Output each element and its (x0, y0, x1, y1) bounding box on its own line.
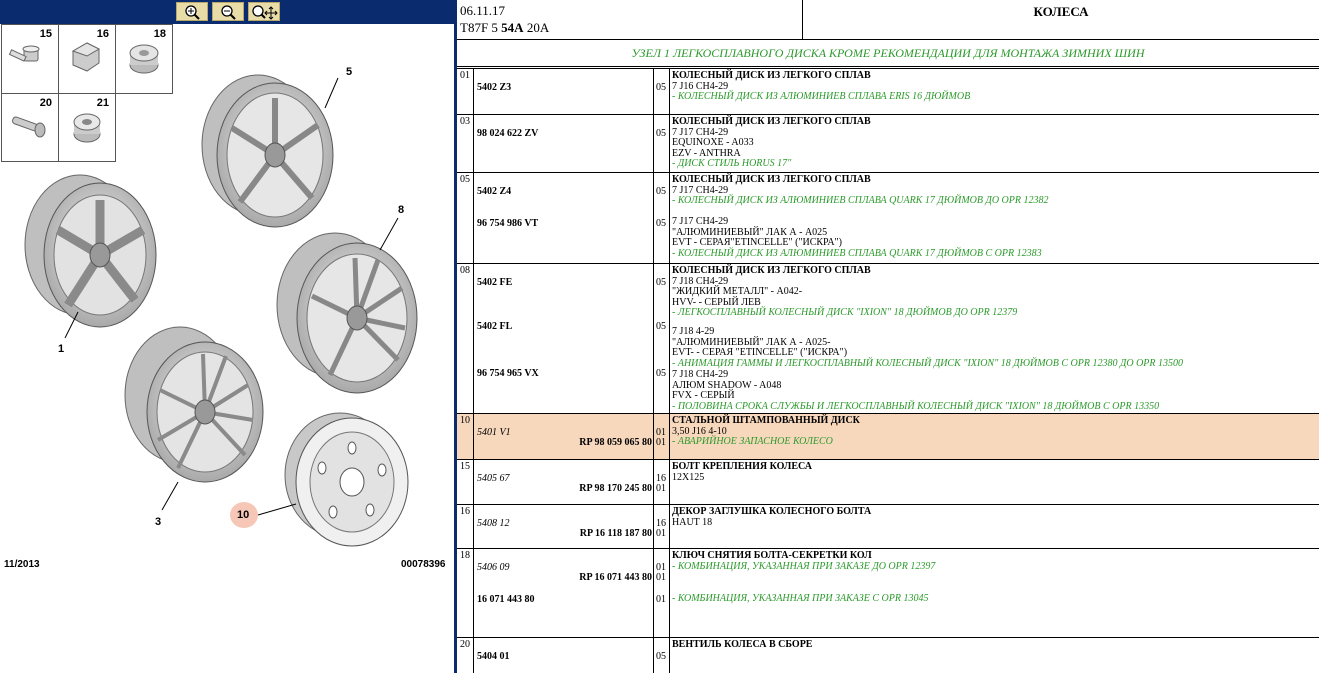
part-spec: EQUINOXE - A033 (672, 137, 754, 149)
part-note: - КОЛЕСНЫЙ ДИСК ИЗ АЛЮМИНИЕВ СПЛАВА QUARK 17 ДЮЙМОВ С OPR 12383 (672, 247, 1042, 259)
part-reference[interactable]: 5401 V1 (477, 427, 511, 438)
diagram-code: 00078396 (401, 559, 446, 570)
part-reference[interactable]: 5405 67 (477, 473, 510, 484)
column-divider (653, 115, 654, 172)
column-divider (473, 414, 474, 459)
part-spec: 7 J17 CH4-29 (672, 184, 729, 196)
quantity-secondary: 01 (656, 528, 666, 539)
wheel-10[interactable] (285, 413, 408, 546)
part-reference[interactable]: 5402 Z4 (477, 186, 512, 197)
column-divider (473, 549, 474, 637)
row-number: 16 (460, 506, 470, 517)
column-divider (653, 505, 654, 548)
part-name: КОЛЕСНЫЙ ДИСК ИЗ ЛЕГКОГО СПЛАВ (672, 265, 871, 276)
part-name: ВЕНТИЛЬ КОЛЕСА В СБОРЕ (672, 639, 813, 650)
part-label-5: 5 (346, 66, 353, 78)
part-reference[interactable]: 96 754 986 VT (477, 218, 539, 229)
part-label-1: 1 (58, 343, 65, 355)
part-reference[interactable]: 16 071 443 80 (477, 594, 535, 605)
part-spec: 7 J18 CH4-29 (672, 275, 729, 287)
quantity: 05 (656, 651, 666, 662)
subtitle-box (457, 40, 1319, 67)
part-spec: 7 J18 CH4-29 (672, 369, 729, 380)
part-reference[interactable]: 5402 Z3 (477, 82, 512, 93)
zoom-out-icon (218, 4, 238, 20)
diagram-toolbar (0, 0, 454, 24)
wheel-8[interactable] (277, 233, 417, 393)
column-divider (669, 173, 670, 263)
column-divider (473, 460, 474, 504)
column-divider (473, 638, 474, 673)
row-number: 15 (460, 461, 470, 472)
part-note: - КОМБИНАЦИЯ, УКАЗАННАЯ ПРИ ЗАКАЗЕ ДО OPR 12397 (672, 560, 936, 572)
part-note: - АВАРИЙНОЕ ЗАПАСНОЕ КОЛЕСО (672, 436, 833, 448)
column-divider (653, 460, 654, 504)
quantity: 05 (656, 218, 666, 229)
part-spec: 7 J17 CH4-29 (672, 216, 729, 227)
quantity: 01 (656, 562, 666, 573)
header-title-box (803, 0, 1319, 40)
part-reference[interactable]: 5402 FL (477, 321, 513, 332)
rp-reference[interactable]: RP 98 170 245 80 (579, 483, 652, 494)
inset-label-18: 18 (153, 28, 166, 40)
part-spec: HAUT 18 (672, 516, 713, 528)
part-label-10: 10 (237, 509, 250, 521)
wheels-diagram (0, 60, 454, 560)
column-divider (653, 69, 654, 114)
row-number: 08 (460, 265, 470, 276)
part-label-3: 3 (155, 516, 162, 528)
rp-reference[interactable]: RP 98 059 065 80 (579, 437, 652, 448)
part-reference[interactable]: 5406 09 (477, 562, 510, 573)
inset-label-21: 21 (96, 97, 109, 109)
table-row[interactable] (457, 68, 1319, 114)
part-note: - ЛЕГКОСПЛАВНЫЙ КОЛЕСНЫЙ ДИСК "IXION" 18 ДЮЙМОВ ДО OPR 12379 (672, 307, 1018, 319)
table-row[interactable] (457, 637, 1319, 673)
model-prefix: T87F 5 (460, 20, 502, 35)
column-divider (653, 414, 654, 459)
zoom-in-icon (182, 4, 202, 20)
part-spec: 12X125 (672, 471, 705, 483)
part-reference[interactable]: 5402 FE (477, 277, 513, 288)
diagram-panel (0, 0, 454, 673)
inset-label-20: 20 (39, 97, 52, 109)
wheel-1[interactable] (25, 175, 156, 327)
wheel-3[interactable] (125, 327, 263, 482)
zoom-out-button[interactable] (212, 2, 244, 21)
part-reference[interactable]: 5408 12 (477, 518, 510, 529)
column-divider (473, 115, 474, 172)
part-note: - АНИМАЦИЯ ГАММЫ И ЛЕГКОСПЛАВНЫЙ КОЛЕСНЫЙ ДИСК "IXION" 18 ДЮЙМОВ С OPR 12380 ДО OPR 13500 (672, 357, 1184, 369)
part-spec: EVT - СЕРАЯ"ETINCELLE" ("ИСКРА") (672, 237, 842, 249)
quantity-secondary: 01 (656, 572, 666, 583)
diagram-date: 11/2013 (4, 559, 40, 570)
part-note: - ДИСК СТИЛЬ HORUS 17" (672, 158, 792, 170)
part-name: ДЕКОР ЗАГЛУШКА КОЛЕСНОГО БОЛТА (672, 506, 872, 517)
part-name: КОЛЕСНЫЙ ДИСК ИЗ ЛЕГКОГО СПЛАВ (672, 174, 871, 185)
part-reference[interactable]: 5404 01 (477, 651, 510, 662)
quantity: 16 (656, 473, 666, 484)
part-spec: 7 J17 CH4-29 (672, 126, 729, 138)
part-name: КЛЮЧ СНЯТИЯ БОЛТА-СЕКРЕТКИ КОЛ (672, 550, 872, 561)
quantity: 05 (656, 321, 666, 332)
column-divider (669, 414, 670, 459)
column-divider (653, 173, 654, 263)
part-spec: 7 J18 4-29 (672, 326, 715, 337)
column-divider (669, 638, 670, 673)
header-date: 06.11.17 (460, 3, 506, 18)
column-divider (473, 264, 474, 413)
quantity: 05 (656, 277, 666, 288)
column-divider (473, 505, 474, 548)
quantity: 16 (656, 518, 666, 529)
part-spec: HVV- - СЕРЫЙ ЛЕВ (672, 296, 761, 308)
wheel-5[interactable] (202, 75, 333, 227)
column-divider (653, 638, 654, 673)
part-note: - КОЛЕСНЫЙ ДИСК ИЗ АЛЮМИНИЕВ СПЛАВА QUARK 17 ДЮЙМОВ ДО OPR 12382 (672, 195, 1049, 207)
part-note: - КОМБИНАЦИЯ, УКАЗАННАЯ ПРИ ЗАКАЗЕ С OPR 13045 (672, 593, 929, 604)
quantity-secondary: 01 (656, 437, 666, 448)
part-name: БОЛТ КРЕПЛЕНИЯ КОЛЕСА (672, 461, 812, 472)
table-row[interactable] (457, 114, 1319, 172)
header-info (457, 0, 803, 40)
section-subtitle: УЗЕЛ 1 ЛЕГКОСПЛАВНОГО ДИСКА КРОМЕ РЕКОМЕНДАЦИИ ДЛЯ МОНТАЖА ЗИМНИХ ШИН (631, 46, 1145, 60)
zoom-in-button[interactable] (176, 2, 208, 21)
quantity-secondary: 01 (656, 483, 666, 494)
rp-reference[interactable]: RP 16 071 443 80 (579, 572, 652, 583)
table-row[interactable] (457, 172, 1319, 263)
row-number: 18 (460, 550, 470, 561)
part-spec: 3,50 J16 4-10 (672, 425, 727, 437)
column-divider (669, 549, 670, 637)
table-row[interactable] (457, 413, 1319, 459)
row-number: 01 (460, 70, 470, 81)
part-reference[interactable]: 98 024 622 ZV (477, 128, 539, 139)
part-spec: EZV - ANTHRA (672, 147, 741, 159)
row-number: 10 (460, 415, 470, 426)
column-divider (653, 549, 654, 637)
table-row[interactable] (457, 263, 1319, 413)
part-spec: "ЖИДКИЙ МЕТАЛЛ" - A042- (672, 286, 803, 298)
inset-label-16: 16 (96, 28, 109, 40)
part-reference[interactable]: 96 754 965 VX (477, 368, 539, 379)
row-number: 03 (460, 116, 470, 127)
rp-reference[interactable]: RP 16 118 187 80 (579, 528, 652, 539)
part-spec: 7 J16 CH4-29 (672, 80, 729, 92)
quantity: 05 (656, 368, 666, 379)
inset-label-15: 15 (39, 28, 52, 40)
part-note: - ПОЛОВИНА СРОКА СЛУЖБЫ И ЛЕГКОСПЛАВНЫЙ КОЛЕСНЫЙ ДИСК "IXION" 18 ДЮЙМОВ С OPR 13350 (672, 400, 1160, 412)
column-divider (653, 264, 654, 413)
table-row[interactable] (457, 504, 1319, 548)
part-name: СТАЛЬНОЙ ШТАМПОВАННЫЙ ДИСК (672, 415, 860, 426)
quantity: 05 (656, 186, 666, 197)
table-row[interactable] (457, 459, 1319, 504)
quantity: 01 (656, 427, 666, 438)
part-note: - КОЛЕСНЫЙ ДИСК ИЗ АЛЮМИНИЕВ СПЛАВА ERIS 16 ДЮЙМОВ (672, 91, 971, 103)
quantity: 01 (656, 594, 666, 605)
model-suffix: 20A (523, 20, 550, 35)
column-divider (669, 115, 670, 172)
row-number: 05 (460, 174, 470, 185)
parts-table-panel (457, 0, 1319, 673)
column-divider (669, 460, 670, 504)
page-title: КОЛЕСА (1033, 4, 1089, 19)
header-model (460, 20, 549, 36)
column-divider (669, 505, 670, 548)
column-divider (473, 69, 474, 114)
model-bold: 54A (501, 20, 524, 35)
part-name: КОЛЕСНЫЙ ДИСК ИЗ ЛЕГКОГО СПЛАВ (672, 116, 871, 127)
part-spec: EVT- - СЕРАЯ "ETINCELLE" ("ИСКРА") (672, 347, 848, 359)
part-name: КОЛЕСНЫЙ ДИСК ИЗ ЛЕГКОГО СПЛАВ (672, 70, 871, 81)
part-spec: FVX - СЕРЫЙ (672, 390, 735, 402)
quantity: 05 (656, 82, 666, 93)
row-number: 20 (460, 639, 470, 650)
quantity: 05 (656, 128, 666, 139)
part-label-8: 8 (398, 204, 405, 216)
column-divider (473, 173, 474, 263)
part-spec: АЛЮМ SHADOW - A048 (672, 379, 782, 391)
column-divider (669, 264, 670, 413)
part-spec: "АЛЮМИНИЕВЫЙ" ЛАК А - A025- (672, 336, 831, 348)
zoom-move-icon (250, 4, 278, 20)
column-divider (669, 69, 670, 114)
table-row[interactable] (457, 548, 1319, 637)
zoom-move-button[interactable] (248, 2, 280, 21)
part-spec: "АЛЮМИНИЕВЫЙ" ЛАК А - A025 (672, 226, 828, 238)
